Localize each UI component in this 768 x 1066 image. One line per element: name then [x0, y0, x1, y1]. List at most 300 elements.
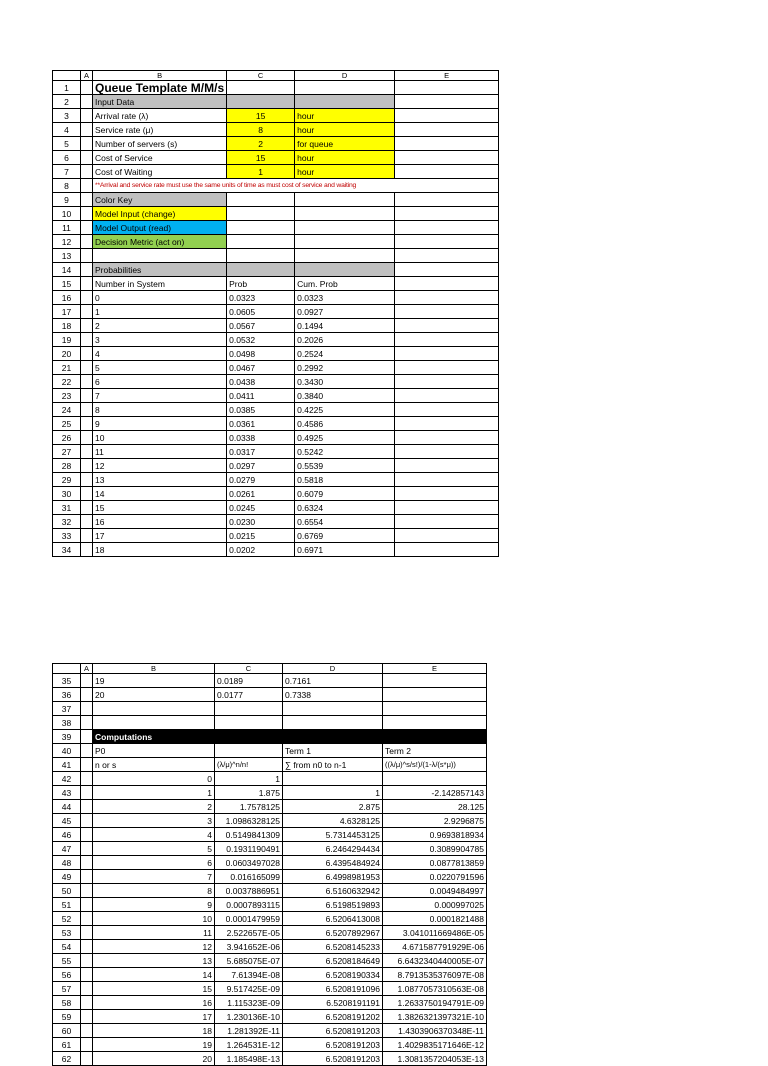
cum-prob-value[interactable]: 0.5242: [295, 445, 395, 459]
cell[interactable]: [215, 702, 283, 716]
input-label[interactable]: Number of servers (s): [93, 137, 227, 151]
n-value[interactable]: 2: [93, 800, 215, 814]
term1-value[interactable]: 6.5208145233: [283, 940, 383, 954]
cell-a[interactable]: [81, 263, 93, 277]
number-in-system[interactable]: 5: [93, 361, 227, 375]
input-value[interactable]: 1: [227, 165, 295, 179]
cell-a[interactable]: [81, 431, 93, 445]
cell[interactable]: [395, 543, 499, 557]
cell-a[interactable]: [81, 730, 93, 744]
term1-value[interactable]: 4.6328125: [283, 814, 383, 828]
prob-value[interactable]: 0.0467: [227, 361, 295, 375]
cell[interactable]: [227, 95, 295, 109]
cell-a[interactable]: [81, 151, 93, 165]
term1-value[interactable]: 6.4998981953: [283, 870, 383, 884]
page-title[interactable]: Queue Template M/M/s: [93, 81, 227, 95]
cell-a[interactable]: [81, 529, 93, 543]
input-unit[interactable]: hour: [295, 123, 395, 137]
prob-value[interactable]: 0.0411: [227, 389, 295, 403]
term2-value[interactable]: -2.142857143: [383, 786, 487, 800]
number-in-system[interactable]: 16: [93, 515, 227, 529]
n-value[interactable]: 14: [93, 968, 215, 982]
cell[interactable]: [395, 417, 499, 431]
cell-a[interactable]: [81, 417, 93, 431]
cell[interactable]: [395, 81, 499, 95]
formula-e[interactable]: ((λ/μ)^s/s!)/(1-λ/(s*μ)): [383, 758, 487, 772]
cell-a[interactable]: [81, 235, 93, 249]
term2-value[interactable]: 1.4303906370348E-11: [383, 1024, 487, 1038]
cell-a[interactable]: [81, 674, 93, 688]
cell-a[interactable]: [81, 772, 93, 786]
cell-a[interactable]: [81, 473, 93, 487]
number-in-system[interactable]: 10: [93, 431, 227, 445]
n-value[interactable]: 19: [93, 1038, 215, 1052]
n-value[interactable]: 13: [93, 954, 215, 968]
term1-value[interactable]: 6.5160632942: [283, 884, 383, 898]
cell[interactable]: [395, 389, 499, 403]
number-in-system[interactable]: 17: [93, 529, 227, 543]
input-label[interactable]: Cost of Service: [93, 151, 227, 165]
term-c-value[interactable]: 1.185498E-13: [215, 1052, 283, 1066]
cum-prob-value[interactable]: 0.4586: [295, 417, 395, 431]
cell-a[interactable]: [81, 347, 93, 361]
cell-a[interactable]: [81, 786, 93, 800]
n-value[interactable]: 8: [93, 884, 215, 898]
prob-value[interactable]: 0.0230: [227, 515, 295, 529]
prob-value[interactable]: 0.0532: [227, 333, 295, 347]
term1-value[interactable]: 6.5207892967: [283, 926, 383, 940]
term-c-value[interactable]: 1.0986328125: [215, 814, 283, 828]
cum-prob-value[interactable]: 0.2992: [295, 361, 395, 375]
term2-label[interactable]: Term 2: [383, 744, 487, 758]
term-c-value[interactable]: 1.7578125: [215, 800, 283, 814]
cum-prob-value[interactable]: 0.4225: [295, 403, 395, 417]
cell-a[interactable]: [81, 389, 93, 403]
cell[interactable]: [395, 291, 499, 305]
cell[interactable]: [215, 744, 283, 758]
cell-a[interactable]: [81, 165, 93, 179]
term-c-value[interactable]: 1.230136E-10: [215, 1010, 283, 1024]
cell[interactable]: [395, 151, 499, 165]
term-c-value[interactable]: 1.875: [215, 786, 283, 800]
term-c-value[interactable]: 9.517425E-09: [215, 982, 283, 996]
prob-value[interactable]: 0.0567: [227, 319, 295, 333]
cum-prob-value[interactable]: 0.7338: [283, 688, 383, 702]
cell[interactable]: [395, 277, 499, 291]
term-c-value[interactable]: 5.685075E-07: [215, 954, 283, 968]
cell[interactable]: [295, 221, 395, 235]
input-label[interactable]: Service rate (μ): [93, 123, 227, 137]
cell-a[interactable]: [81, 109, 93, 123]
cell-a[interactable]: [81, 501, 93, 515]
cell[interactable]: [295, 235, 395, 249]
cell-a[interactable]: [81, 1010, 93, 1024]
units-note[interactable]: **Arrival and service rate must use the same units of time as must cost of service and waiting: [93, 179, 499, 193]
cell[interactable]: [227, 193, 295, 207]
term2-value[interactable]: 4.671587791929E-06: [383, 940, 487, 954]
cell[interactable]: [295, 249, 395, 263]
cum-prob-value[interactable]: 0.5539: [295, 459, 395, 473]
cell-a[interactable]: [81, 1052, 93, 1066]
cell[interactable]: [227, 221, 295, 235]
prob-value[interactable]: 0.0438: [227, 375, 295, 389]
term2-value[interactable]: 3.041011669486E-05: [383, 926, 487, 940]
cell-a[interactable]: [81, 1024, 93, 1038]
n-value[interactable]: 6: [93, 856, 215, 870]
term-c-value[interactable]: 2.522657E-05: [215, 926, 283, 940]
term2-value[interactable]: 0.3089904785: [383, 842, 487, 856]
computations-header[interactable]: Computations: [93, 730, 215, 744]
number-in-system[interactable]: 19: [93, 674, 215, 688]
term-c-value[interactable]: 3.941652E-06: [215, 940, 283, 954]
cell[interactable]: [395, 249, 499, 263]
prob-value[interactable]: 0.0498: [227, 347, 295, 361]
input-value[interactable]: 15: [227, 151, 295, 165]
cell[interactable]: [395, 305, 499, 319]
number-in-system[interactable]: 8: [93, 403, 227, 417]
cell-a[interactable]: [81, 193, 93, 207]
cell[interactable]: [215, 716, 283, 730]
n-value[interactable]: 9: [93, 898, 215, 912]
n-value[interactable]: 1: [93, 786, 215, 800]
term2-value[interactable]: 0.000997025: [383, 898, 487, 912]
term1-value[interactable]: 6.4395484924: [283, 856, 383, 870]
column-label[interactable]: Number in System: [93, 277, 227, 291]
term2-value[interactable]: 6.6432340440005E-07: [383, 954, 487, 968]
cum-prob-value[interactable]: 0.6554: [295, 515, 395, 529]
prob-value[interactable]: 0.0177: [215, 688, 283, 702]
input-value[interactable]: 15: [227, 109, 295, 123]
input-value[interactable]: 8: [227, 123, 295, 137]
n-value[interactable]: 12: [93, 940, 215, 954]
cum-prob-value[interactable]: 0.7161: [283, 674, 383, 688]
term-c-value[interactable]: 7.61394E-08: [215, 968, 283, 982]
cell[interactable]: [227, 249, 295, 263]
cell-a[interactable]: [81, 207, 93, 221]
cell-a[interactable]: [81, 954, 93, 968]
prob-value[interactable]: 0.0361: [227, 417, 295, 431]
cell[interactable]: [283, 716, 383, 730]
number-in-system[interactable]: 15: [93, 501, 227, 515]
term2-value[interactable]: [383, 772, 487, 786]
n-value[interactable]: 4: [93, 828, 215, 842]
cell-a[interactable]: [81, 814, 93, 828]
term1-value[interactable]: 1: [283, 786, 383, 800]
cell[interactable]: [295, 263, 395, 277]
cell-a[interactable]: [81, 277, 93, 291]
term-c-value[interactable]: 0.016165099: [215, 870, 283, 884]
cell-a[interactable]: [81, 123, 93, 137]
term2-value[interactable]: 1.3826321397321E-10: [383, 1010, 487, 1024]
prob-value[interactable]: 0.0261: [227, 487, 295, 501]
cell[interactable]: [395, 487, 499, 501]
cell[interactable]: [395, 123, 499, 137]
number-in-system[interactable]: 3: [93, 333, 227, 347]
term2-value[interactable]: 2.9296875: [383, 814, 487, 828]
number-in-system[interactable]: 6: [93, 375, 227, 389]
number-in-system[interactable]: 18: [93, 543, 227, 557]
cell[interactable]: [395, 319, 499, 333]
input-unit[interactable]: for queue: [295, 137, 395, 151]
cell-a[interactable]: [81, 898, 93, 912]
term1-label[interactable]: Term 1: [283, 744, 383, 758]
cell-a[interactable]: [81, 884, 93, 898]
cell[interactable]: [395, 445, 499, 459]
cell-a[interactable]: [81, 487, 93, 501]
prob-value[interactable]: 0.0338: [227, 431, 295, 445]
n-value[interactable]: 18: [93, 1024, 215, 1038]
term1-value[interactable]: 5.7314453125: [283, 828, 383, 842]
prob-value[interactable]: 0.0385: [227, 403, 295, 417]
cell[interactable]: [395, 165, 499, 179]
cell[interactable]: [383, 702, 487, 716]
cum-prob-value[interactable]: 0.2524: [295, 347, 395, 361]
term1-value[interactable]: 6.5208191203: [283, 1052, 383, 1066]
cell-a[interactable]: [81, 688, 93, 702]
cell[interactable]: [395, 263, 499, 277]
cell[interactable]: [81, 702, 93, 716]
cum-prob-value[interactable]: 0.6079: [295, 487, 395, 501]
term-c-value[interactable]: 1: [215, 772, 283, 786]
prob-value[interactable]: 0.0189: [215, 674, 283, 688]
cum-prob-value[interactable]: 0.0927: [295, 305, 395, 319]
term1-value[interactable]: [283, 772, 383, 786]
number-in-system[interactable]: 11: [93, 445, 227, 459]
cum-prob-value[interactable]: 0.3430: [295, 375, 395, 389]
cum-prob-value[interactable]: 0.6971: [295, 543, 395, 557]
cum-prob-value[interactable]: 0.0323: [295, 291, 395, 305]
n-value[interactable]: 20: [93, 1052, 215, 1066]
cell[interactable]: [395, 333, 499, 347]
term1-value[interactable]: 6.5206413008: [283, 912, 383, 926]
cell[interactable]: [227, 207, 295, 221]
number-in-system[interactable]: 12: [93, 459, 227, 473]
cell[interactable]: [227, 263, 295, 277]
term1-value[interactable]: 6.5208191096: [283, 982, 383, 996]
cell[interactable]: [227, 235, 295, 249]
input-value[interactable]: 2: [227, 137, 295, 151]
term-c-value[interactable]: 1.264531E-12: [215, 1038, 283, 1052]
term2-value[interactable]: 0.0220791596: [383, 870, 487, 884]
n-value[interactable]: 16: [93, 996, 215, 1010]
cell-a[interactable]: [81, 95, 93, 109]
n-value[interactable]: 7: [93, 870, 215, 884]
number-in-system[interactable]: 0: [93, 291, 227, 305]
term-c-value[interactable]: 0.1931190491: [215, 842, 283, 856]
cell-a[interactable]: [81, 445, 93, 459]
p0-label[interactable]: P0: [93, 744, 215, 758]
term2-value[interactable]: 1.3081357204053E-13: [383, 1052, 487, 1066]
prob-value[interactable]: 0.0605: [227, 305, 295, 319]
cell[interactable]: [395, 501, 499, 515]
cell[interactable]: [295, 95, 395, 109]
prob-value[interactable]: 0.0202: [227, 543, 295, 557]
term2-value[interactable]: 8.7913535376097E-08: [383, 968, 487, 982]
term1-value[interactable]: 6.5208191191: [283, 996, 383, 1010]
probabilities-header[interactable]: Probabilities: [93, 263, 227, 277]
cell[interactable]: [81, 716, 93, 730]
cell-a[interactable]: [81, 828, 93, 842]
cell-a[interactable]: [81, 291, 93, 305]
cell[interactable]: [395, 193, 499, 207]
n-value[interactable]: 11: [93, 926, 215, 940]
cell-a[interactable]: [81, 996, 93, 1010]
input-label[interactable]: Arrival rate (λ): [93, 109, 227, 123]
cell[interactable]: [395, 529, 499, 543]
cell[interactable]: [395, 95, 499, 109]
column-label[interactable]: Prob: [227, 277, 295, 291]
number-in-system[interactable]: 2: [93, 319, 227, 333]
cell-a[interactable]: [81, 926, 93, 940]
number-in-system[interactable]: 1: [93, 305, 227, 319]
cum-prob-value[interactable]: 0.1494: [295, 319, 395, 333]
term2-value[interactable]: 1.2633750194791E-09: [383, 996, 487, 1010]
n-value[interactable]: 10: [93, 912, 215, 926]
cum-prob-value[interactable]: 0.6769: [295, 529, 395, 543]
cell[interactable]: [215, 730, 283, 744]
n-value[interactable]: 0: [93, 772, 215, 786]
cell-a[interactable]: [81, 968, 93, 982]
color-key-item[interactable]: Model Input (change): [93, 207, 227, 221]
term-c-value[interactable]: 0.0037886951: [215, 884, 283, 898]
prob-value[interactable]: 0.0279: [227, 473, 295, 487]
prob-value[interactable]: 0.0245: [227, 501, 295, 515]
cell-a[interactable]: [81, 912, 93, 926]
term2-value[interactable]: 1.0877057310563E-08: [383, 982, 487, 996]
cell[interactable]: [395, 361, 499, 375]
cum-prob-value[interactable]: 0.2026: [295, 333, 395, 347]
input-unit[interactable]: hour: [295, 109, 395, 123]
n-value[interactable]: 3: [93, 814, 215, 828]
cell[interactable]: [283, 730, 383, 744]
term-c-value[interactable]: 0.0007893115: [215, 898, 283, 912]
cell[interactable]: [93, 249, 227, 263]
number-in-system[interactable]: 20: [93, 688, 215, 702]
term1-value[interactable]: 6.5208191202: [283, 1010, 383, 1024]
term1-value[interactable]: 6.5208184649: [283, 954, 383, 968]
input-unit[interactable]: hour: [295, 151, 395, 165]
cell[interactable]: [93, 716, 215, 730]
cell-a[interactable]: [81, 856, 93, 870]
cell-a[interactable]: [81, 137, 93, 151]
n-value[interactable]: 15: [93, 982, 215, 996]
cum-prob-value[interactable]: 0.6324: [295, 501, 395, 515]
cell[interactable]: [395, 403, 499, 417]
cell-a[interactable]: [81, 459, 93, 473]
cell[interactable]: [383, 730, 487, 744]
cell[interactable]: [295, 193, 395, 207]
cell-a[interactable]: [81, 744, 93, 758]
cum-prob-value[interactable]: 0.3840: [295, 389, 395, 403]
cell[interactable]: [81, 249, 93, 263]
cell-a[interactable]: [81, 221, 93, 235]
term-c-value[interactable]: 0.0001479959: [215, 912, 283, 926]
n-or-s-label[interactable]: n or s: [93, 758, 215, 772]
cell[interactable]: [395, 459, 499, 473]
formula-c[interactable]: (λ/μ)^n/n!: [215, 758, 283, 772]
term2-value[interactable]: 0.9693818934: [383, 828, 487, 842]
cell-a[interactable]: [81, 305, 93, 319]
prob-value[interactable]: 0.0215: [227, 529, 295, 543]
cell-a[interactable]: [81, 758, 93, 772]
term-c-value[interactable]: 0.5149841309: [215, 828, 283, 842]
term1-value[interactable]: 2.875: [283, 800, 383, 814]
cell[interactable]: [395, 137, 499, 151]
term1-value[interactable]: 6.5208191203: [283, 1024, 383, 1038]
term-c-value[interactable]: 1.115323E-09: [215, 996, 283, 1010]
term1-value[interactable]: 6.5208190334: [283, 968, 383, 982]
cell[interactable]: [93, 702, 215, 716]
prob-value[interactable]: 0.0323: [227, 291, 295, 305]
cell-a[interactable]: [81, 179, 93, 193]
cell[interactable]: [395, 109, 499, 123]
input-data-header[interactable]: Input Data: [93, 95, 227, 109]
cell-a[interactable]: [81, 982, 93, 996]
term-c-value[interactable]: 1.281392E-11: [215, 1024, 283, 1038]
term-c-value[interactable]: 0.0603497028: [215, 856, 283, 870]
formula-d[interactable]: ∑ from n0 to n-1: [283, 758, 383, 772]
cell-a[interactable]: [81, 870, 93, 884]
prob-value[interactable]: 0.0317: [227, 445, 295, 459]
term1-value[interactable]: 6.5208191203: [283, 1038, 383, 1052]
cell-a[interactable]: [81, 81, 93, 95]
cell[interactable]: [295, 81, 395, 95]
n-value[interactable]: 17: [93, 1010, 215, 1024]
color-key-item[interactable]: Decision Metric (act on): [93, 235, 227, 249]
cell-a[interactable]: [81, 842, 93, 856]
cell-a[interactable]: [81, 543, 93, 557]
cell[interactable]: [395, 515, 499, 529]
cell[interactable]: [283, 702, 383, 716]
cell-a[interactable]: [81, 319, 93, 333]
cell-a[interactable]: [81, 333, 93, 347]
column-label[interactable]: Cum. Prob: [295, 277, 395, 291]
cell-a[interactable]: [81, 1038, 93, 1052]
number-in-system[interactable]: 9: [93, 417, 227, 431]
n-value[interactable]: 5: [93, 842, 215, 856]
cell[interactable]: [395, 347, 499, 361]
number-in-system[interactable]: 14: [93, 487, 227, 501]
cell[interactable]: [395, 431, 499, 445]
number-in-system[interactable]: 13: [93, 473, 227, 487]
term2-value[interactable]: 1.4029835171646E-12: [383, 1038, 487, 1052]
cell[interactable]: [383, 716, 487, 730]
cell[interactable]: [383, 674, 487, 688]
cell[interactable]: [395, 235, 499, 249]
cum-prob-value[interactable]: 0.4925: [295, 431, 395, 445]
cell[interactable]: [395, 207, 499, 221]
cell[interactable]: [227, 81, 295, 95]
term2-value[interactable]: 0.0049484997: [383, 884, 487, 898]
input-unit[interactable]: hour: [295, 165, 395, 179]
cell[interactable]: [395, 375, 499, 389]
term2-value[interactable]: 0.0001821488: [383, 912, 487, 926]
cell[interactable]: [395, 473, 499, 487]
color-key-item[interactable]: Model Output (read): [93, 221, 227, 235]
cell-a[interactable]: [81, 940, 93, 954]
cell[interactable]: [295, 207, 395, 221]
prob-value[interactable]: 0.0297: [227, 459, 295, 473]
cell[interactable]: [383, 688, 487, 702]
term1-value[interactable]: 6.5198519893: [283, 898, 383, 912]
term1-value[interactable]: 6.2464294434: [283, 842, 383, 856]
term2-value[interactable]: 28.125: [383, 800, 487, 814]
cum-prob-value[interactable]: 0.5818: [295, 473, 395, 487]
term2-value[interactable]: 0.0877813859: [383, 856, 487, 870]
cell-a[interactable]: [81, 361, 93, 375]
number-in-system[interactable]: 4: [93, 347, 227, 361]
color-key-header[interactable]: Color Key: [93, 193, 227, 207]
